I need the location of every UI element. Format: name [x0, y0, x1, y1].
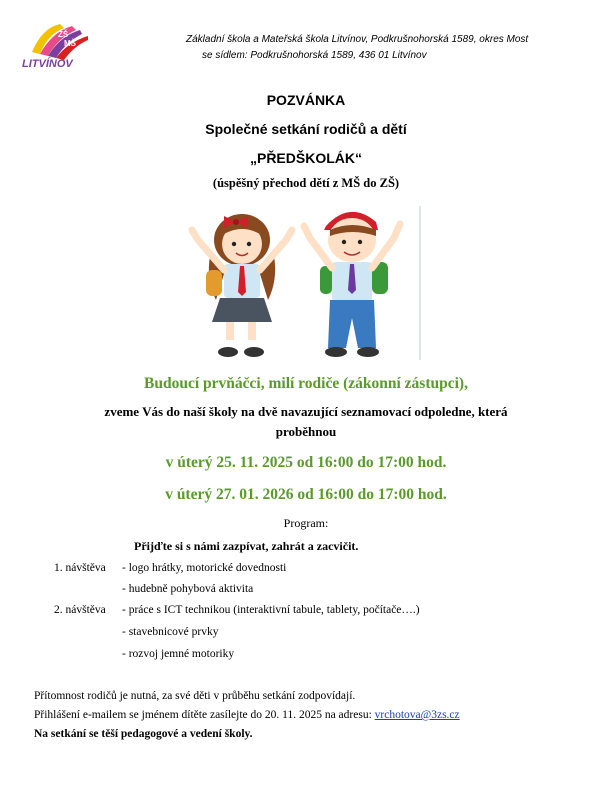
- invitation-heading: POZVÁNKA: [266, 92, 346, 108]
- visit-1-item: - logo hrátky, motorické dovednosti: [122, 562, 287, 574]
- program-label: Program:: [283, 516, 329, 530]
- visit-2-item: - stavebnicové prvky: [122, 626, 219, 638]
- visit-1-item: - hudebně pohybová aktivita: [122, 583, 254, 595]
- school-name-line: Základní škola a Mateřská škola Litvínov, Podkrušnohorská 1589, okres Most: [186, 34, 529, 45]
- date-2: v úterý 27. 01. 2026 od 16:00 do 17:00 hod.: [165, 486, 447, 503]
- meeting-title: Společné setkání rodičů a dětí: [205, 121, 407, 137]
- visit-2-item: - práce s ICT technikou (interaktivní tabule, tablety, počítače….): [122, 604, 420, 616]
- girl-figure: [192, 214, 292, 357]
- program-tagline: Přijďte si s námi zazpívat, zahrát a zacvičit.: [134, 539, 359, 553]
- footer-attendance-note: Přítomnost rodičů je nutná, za své děti v průběhu setkání zodpovídají.: [34, 690, 356, 702]
- kids-illustration: [180, 200, 425, 365]
- date-1: v úterý 25. 11. 2025 od 16:00 do 17:00 hod.: [165, 454, 447, 471]
- registration-text: Přihlášení e-mailem se jménem dítěte zasílejte do 20. 11. 2025 na adresu:: [34, 709, 375, 721]
- invitation-line-1: zveme Vás do naší školy na dvě navazující seznamovací odpoledne, která: [104, 404, 508, 419]
- visit-2-label: 2. návštěva: [54, 604, 106, 616]
- greeting: Budoucí prvňáčci, milí rodiče (zákonní zástupci),: [144, 375, 468, 392]
- footer-closing: Na setkání se těší pedagogové a vedení školy.: [34, 728, 253, 740]
- school-logo: [22, 20, 122, 70]
- boy-figure: [304, 212, 400, 357]
- logo-zs: ZŠ: [58, 30, 69, 39]
- footer-registration-note: [34, 709, 460, 721]
- visit-2-item: - rozvoj jemné motoriky: [122, 648, 235, 660]
- event-subtitle: (úspěšný přechod dětí z MŠ do ZŠ): [212, 176, 400, 190]
- visit-1-label: 1. návštěva: [54, 562, 106, 574]
- school-address-line: se sídlem: Podkrušnohorská 1589, 436 01 Litvínov: [202, 50, 427, 61]
- email-link[interactable]: vrchotova@3zs.cz: [374, 709, 460, 721]
- logo-ms: MŠ: [64, 39, 76, 48]
- logo-text: LITVÍNOV: [22, 58, 73, 70]
- event-name: „PŘEDŠKOLÁK“: [249, 150, 362, 166]
- invitation-line-2: proběhnou: [275, 424, 337, 439]
